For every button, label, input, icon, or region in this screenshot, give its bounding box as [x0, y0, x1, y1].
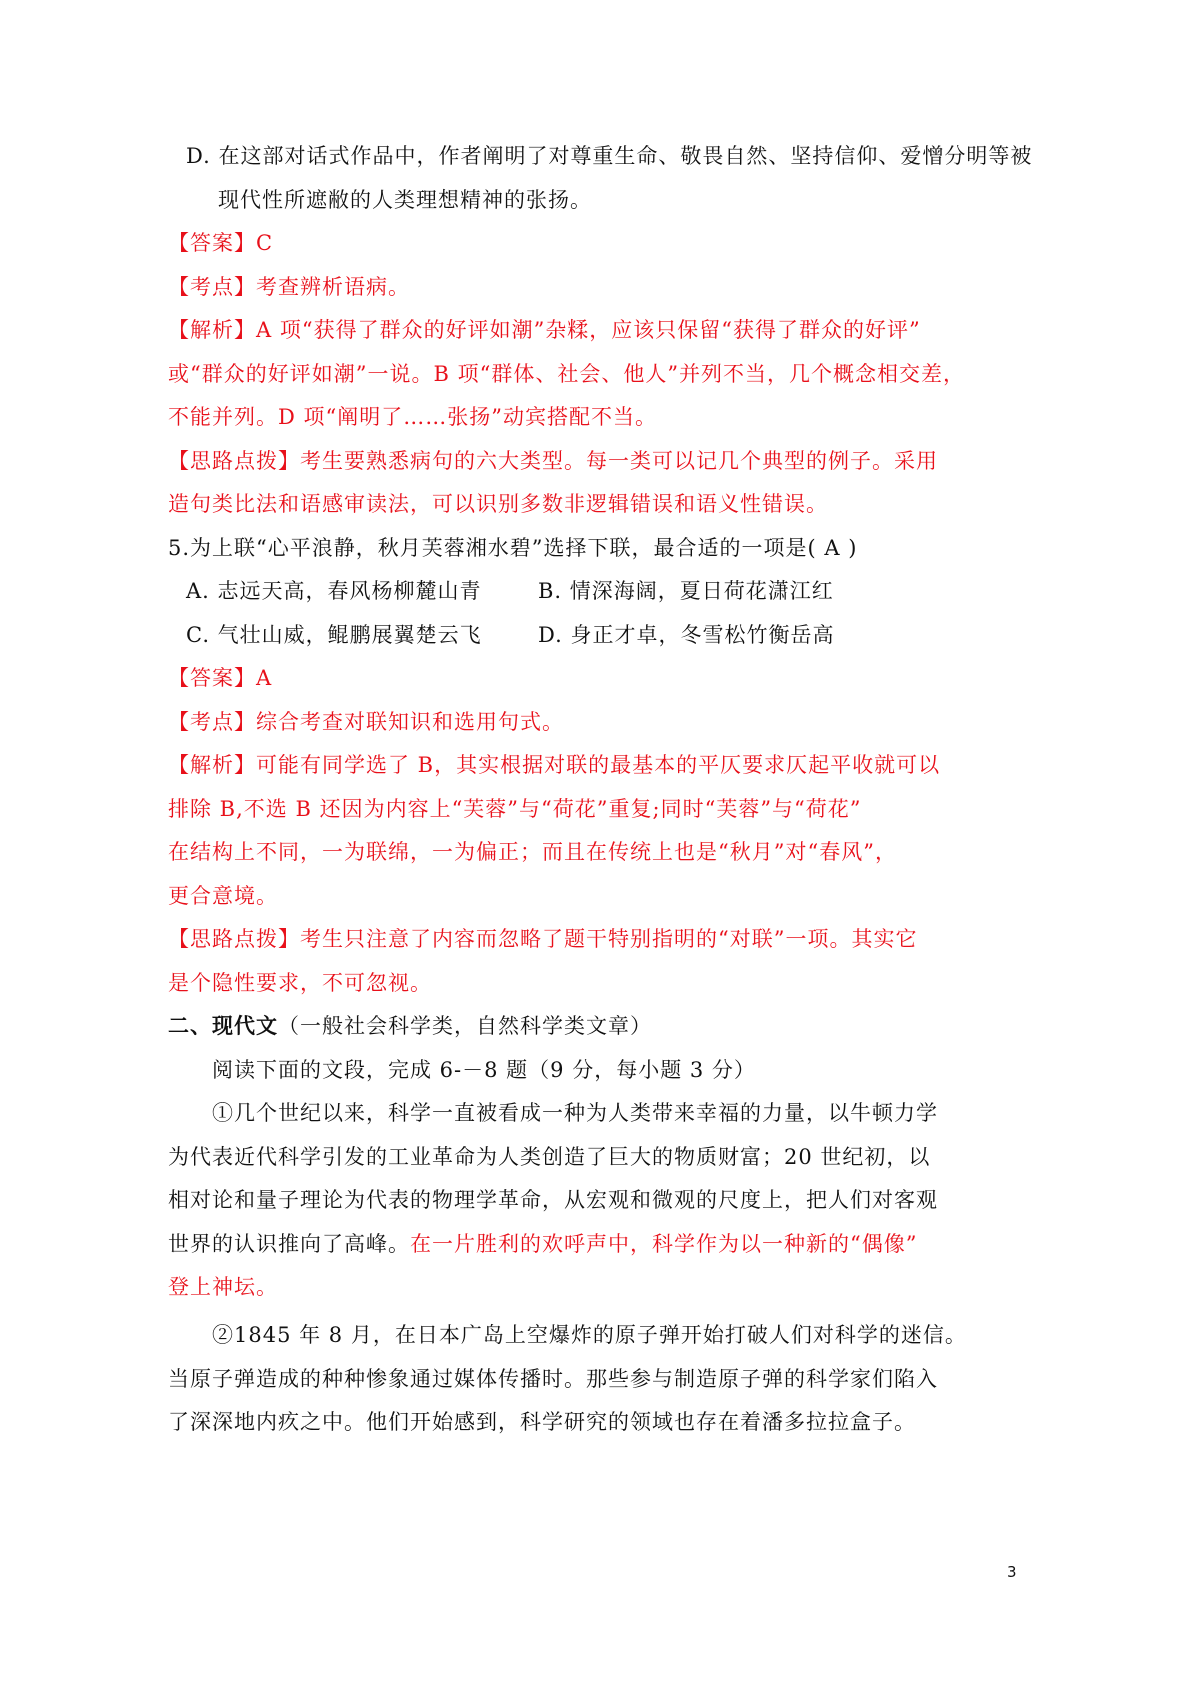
para1-line3: 相对论和量子理论为代表的物理学革命，从宏观和微观的尺度上，把人们对客观: [168, 1188, 938, 1212]
q5-tip-line2: 是个隐性要求，不可忽视。: [168, 971, 432, 995]
section-heading-rest: （一般社会科学类，自然科学类文章）: [278, 1014, 652, 1038]
q5-analysis-line4: 更合意境。: [168, 884, 278, 908]
para1-line5: 登上神坛。: [168, 1275, 278, 1299]
q4-option-d-line1: D. 在这部对话式作品中，作者阐明了对尊重生命、敬畏自然、坚持信仰、爱憎分明等被: [186, 144, 1033, 168]
section-heading-bold: 二、现代文: [168, 1013, 278, 1038]
q4-answer: 【答案】C: [168, 231, 274, 255]
q5-analysis-line2: 排除 B,不选 B 还因为内容上“芙蓉”与“荷花”重复;同时“芙蓉”与“荷花”: [168, 797, 862, 821]
q5-answer: 【答案】A: [168, 666, 273, 690]
para1-line4-red: 在一片胜利的欢呼声中，科学作为以一种新的“偶像”: [410, 1232, 918, 1256]
para1-line4-black: 世界的认识推向了高峰。: [168, 1232, 410, 1256]
para1-line4: [168, 1229, 917, 1259]
q4-analysis-line3: 不能并列。D 项“阐明了……张扬”动宾搭配不当。: [168, 405, 657, 429]
q4-option-d-line2: 现代性所遮敝的人类理想精神的张扬。: [218, 188, 592, 212]
reading-instruction: 阅读下面的文段，完成 6-－8 题（9 分，每小题 3 分）: [212, 1058, 756, 1082]
q5-analysis-line3: 在结构上不同，一为联绵，一为偏正；而且在传统上也是“秋月”对“春风”，: [168, 840, 897, 864]
para2-line2: 当原子弹造成的种种惨象通过媒体传播时。那些参与制造原子弹的科学家们陷入: [168, 1367, 938, 1391]
q5-tip-line1: 【思路点拨】考生只注意了内容而忽略了题干特别指明的“对联”一项。其实它: [168, 927, 918, 951]
para1-line2: 为代表近代科学引发的工业革命为人类创造了巨大的物质财富；20 世纪初，以: [168, 1145, 931, 1169]
q5-analysis-line1: 【解析】可能有同学选了 B，其实根据对联的最基本的平仄要求仄起平收就可以: [168, 753, 941, 777]
q4-analysis-line1: 【解析】A 项“获得了群众的好评如潮”杂糅，应该只保留“获得了群众的好评”: [168, 318, 921, 342]
q5-option-d: D. 身正才卓，冬雪松竹衡岳高: [538, 623, 835, 647]
q5-stem: 5.为上联“心平浪静，秋月芙蓉湘水碧”选择下联，最合适的一项是( A ): [168, 536, 858, 560]
q5-option-a: A. 志远天高，春风杨柳麓山青: [186, 579, 482, 603]
q5-option-c: C. 气壮山威，鲲鹏展翼楚云飞: [186, 623, 482, 647]
para1-line1: ①几个世纪以来，科学一直被看成一种为人类带来幸福的力量，以牛顿力学: [212, 1101, 938, 1125]
page-number: 3: [1007, 1563, 1017, 1581]
q4-analysis-line2: 或“群众的好评如潮”一说。B 项“群体、社会、他人”并列不当，几个概念相交差，: [168, 362, 966, 386]
para2-line3: 了深深地内疚之中。他们开始感到，科学研究的领域也存在着潘多拉拉盒子。: [168, 1410, 916, 1434]
q5-option-b: B. 情深海阔，夏日荷花潇江红: [538, 579, 834, 603]
section-heading: [168, 1011, 652, 1041]
q4-tip-line2: 造句类比法和语感审读法，可以识别多数非逻辑错误和语义性错误。: [168, 492, 828, 516]
para2-line1: ②1845 年 8 月，在日本广岛上空爆炸的原子弹开始打破人们对科学的迷信。: [212, 1323, 967, 1347]
q4-tip-line1: 【思路点拨】考生要熟悉病句的六大类型。每一类可以记几个典型的例子。采用: [168, 449, 938, 473]
q4-point: 【考点】考查辨析语病。: [168, 275, 410, 299]
q5-point: 【考点】综合考查对联知识和选用句式。: [168, 710, 564, 734]
